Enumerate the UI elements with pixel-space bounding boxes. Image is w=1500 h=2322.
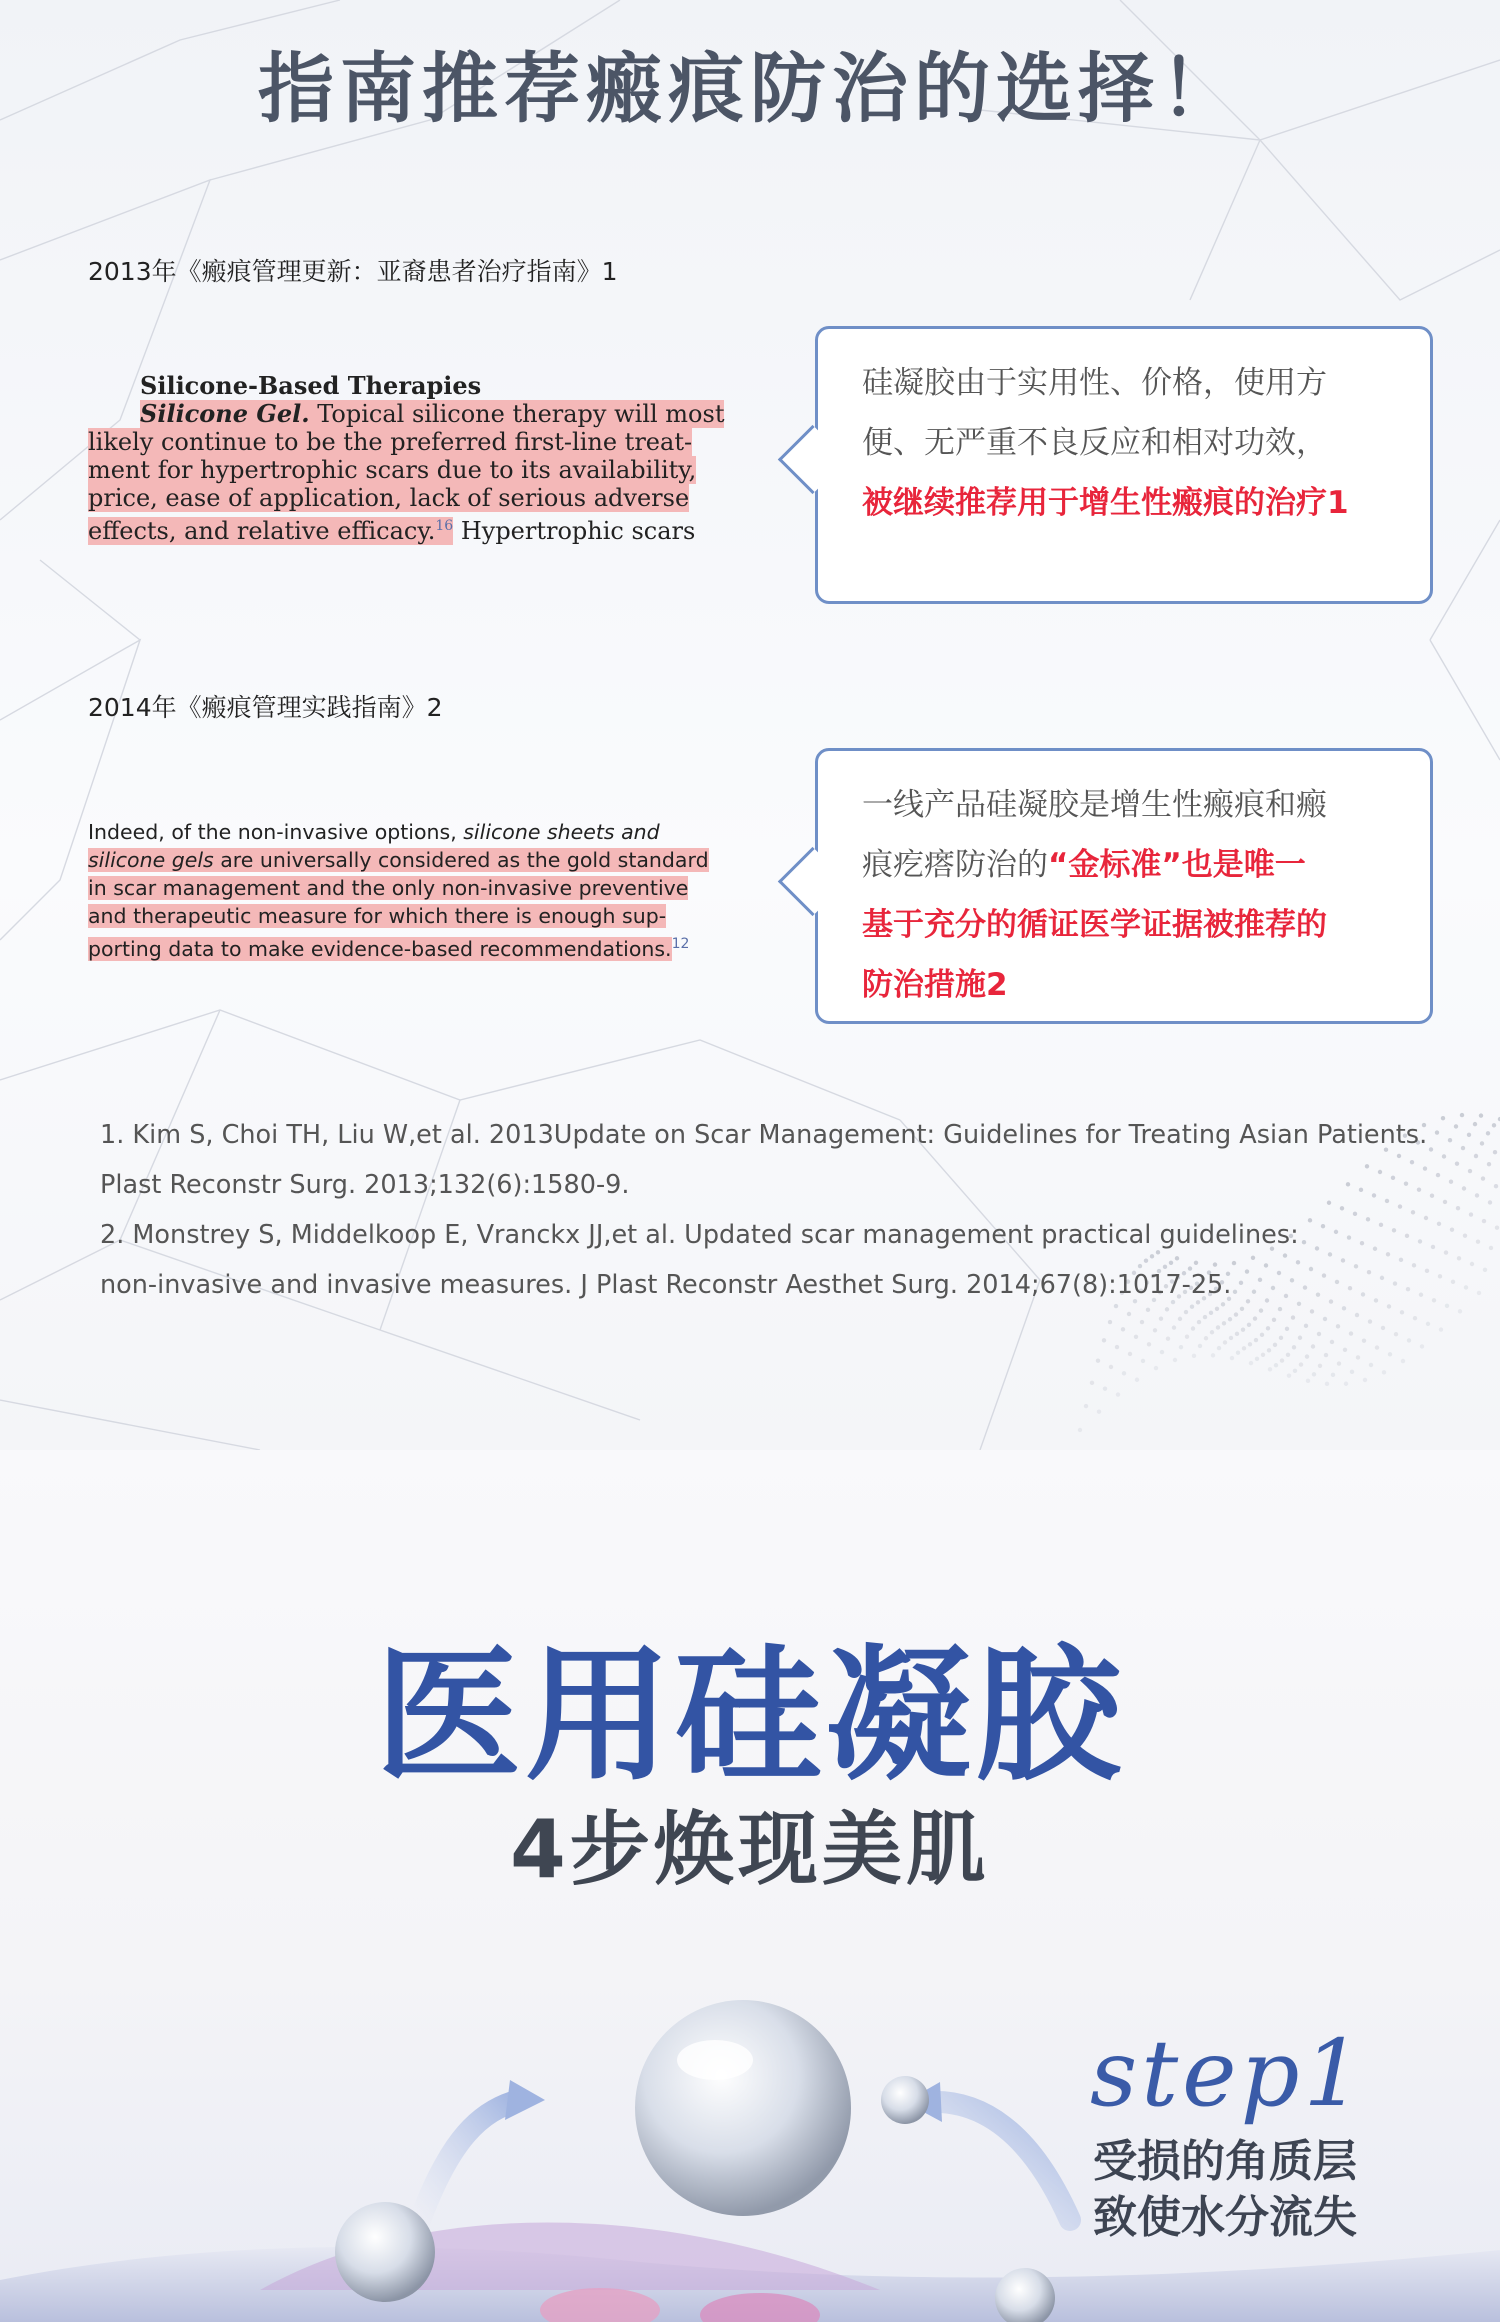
product-section: [0, 1450, 1500, 2322]
reference-line: 2. Monstrey S, Middelkoop E, Vranckx JJ,et al. Updated scar management practical guidelines:: [100, 1220, 1299, 1250]
guideline-2013-label: 2013年《瘢痕管理更新：亚裔患者治疗指南》1: [88, 257, 618, 286]
callout-highlight: 防治措施2: [862, 967, 1008, 1003]
excerpt-line: Indeed, of the non-invasive options, silicone sheets and: [88, 820, 660, 844]
callout-text: 一线产品硅凝胶是增生性瘢痕和瘢 痕疙瘩防治的“金标准”也是唯一 基于充分的循证医学证据被推荐的 防治措施2: [862, 775, 1390, 1015]
step-label: step1: [1090, 2020, 1367, 2127]
guideline-2014-callout: [815, 748, 1433, 1024]
excerpt-line: silicone gels are universally considered as the gold standard: [88, 848, 709, 872]
callout-highlight: “金标准”也是唯一: [1048, 847, 1306, 883]
excerpt-line: price, ease of application, lack of serious adverse: [88, 484, 690, 512]
excerpt-line: effects, and relative efficacy.$^{16}$ Hypertrophic scars: [88, 517, 696, 545]
guideline-2014-excerpt: [88, 818, 758, 963]
reference-line: Plast Reconstr Surg. 2013;132(6):1580-9.: [100, 1170, 630, 1200]
excerpt-line: ment for hypertrophic scars due to its availability,: [88, 456, 697, 484]
step-description: 受损的角质层 致使水分流失: [1093, 2136, 1357, 2243]
reference-line: 1. Kim S, Choi TH, Liu W,et al. 2013Update on Scar Management: Guidelines for Treating Asian Patients.: [100, 1120, 1428, 1150]
product-title: 医用硅凝胶: [375, 1631, 1125, 1801]
excerpt-line: in scar management and the only non-invasive preventive: [88, 876, 689, 900]
references: [100, 1110, 1430, 1310]
page-title: 指南推荐瘢痕防治的选择！: [258, 44, 1242, 133]
excerpt-lead: Silicone Gel.: [140, 399, 310, 428]
callout-highlight: 基于充分的循证医学证据被推荐的: [862, 907, 1327, 943]
guideline-2013-callout: [815, 326, 1433, 604]
guideline-2014-label: 2014年《瘢痕管理实践指南》2: [88, 693, 443, 722]
callout-highlight: 被继续推荐用于增生性瘢痕的治疗1: [862, 485, 1349, 521]
excerpt-line: likely continue to be the preferred first-line treat-: [88, 428, 693, 456]
citation-superscript: 12: [671, 936, 690, 952]
excerpt-line: Silicone Gel. Topical silicone therapy will most: [140, 399, 725, 428]
product-subtitle: 4步焕现美肌: [510, 1803, 990, 1896]
callout-text: 硅凝胶由于实用性、价格，使用方 便、无严重不良反应和相对功效， 被继续推荐用于增生性瘢痕的治疗1: [862, 353, 1390, 533]
guideline-2013-excerpt: [88, 372, 738, 545]
reference-line: non-invasive and invasive measures. J Plast Reconstr Aesthet Surg. 2014;67(8):1017-25.: [100, 1270, 1232, 1300]
excerpt-line: and therapeutic measure for which there is enough sup-: [88, 904, 667, 928]
excerpt-heading: Silicone-Based Therapies: [140, 371, 482, 400]
citation-superscript: 16: [435, 518, 454, 534]
excerpt-line: porting data to make evidence-based recommendations.$^{12}$: [88, 936, 690, 961]
